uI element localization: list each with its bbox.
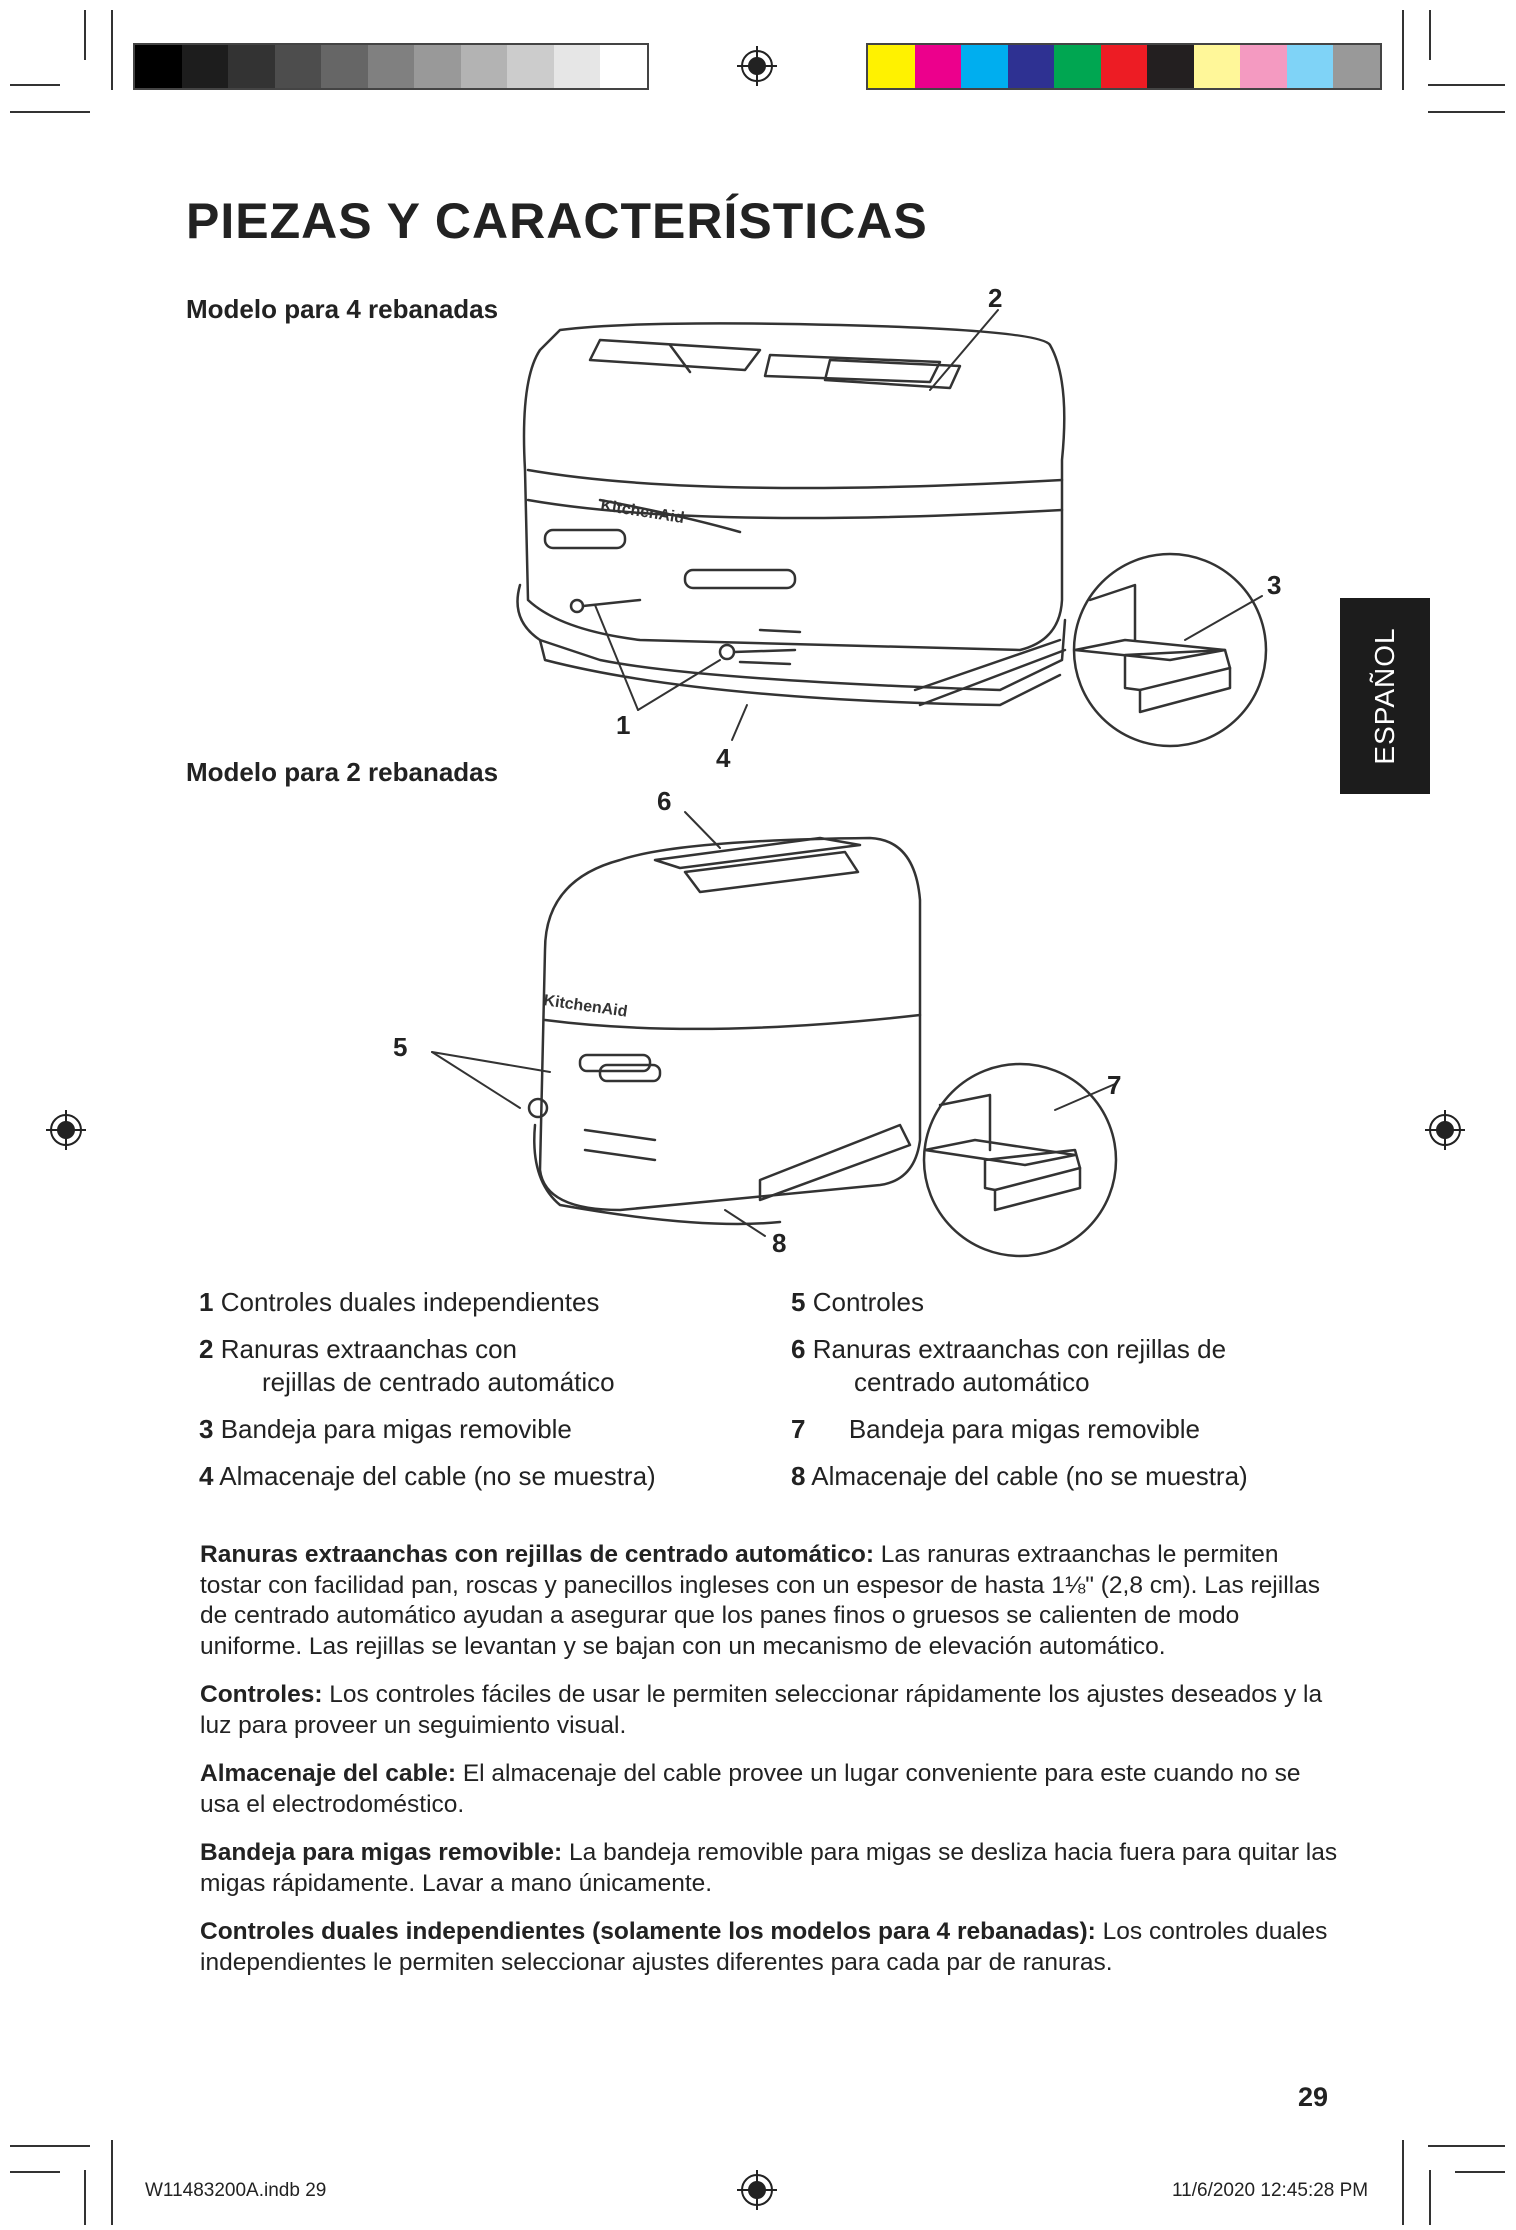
part-item-2: 2 Ranuras extraanchas con rejillas de centrado automático <box>199 1334 615 1397</box>
parts-list-left <box>199 1286 759 1507</box>
callout-7: 7 <box>1107 1070 1122 1100</box>
footer-timestamp: 11/6/2020 12:45:28 PM <box>1172 2180 1369 2201</box>
callout-leader-lines <box>432 310 1262 1236</box>
parts-list-right <box>791 1286 1351 1507</box>
brand-logo-4-slice: KitchenAid <box>599 497 686 528</box>
crumb-tray-inset-2-slice <box>924 1064 1116 1256</box>
desc-dual-controls: Controles duales independientes (solamente los modelos para 4 rebanadas): Los controles duales independientes le permiten seleccionar ajustes diferentes para cada par de ranuras. <box>200 1918 1328 1976</box>
part-item-3: 3 Bandeja para migas removible <box>199 1414 572 1444</box>
language-tab-label: ESPAÑOL <box>1369 627 1400 765</box>
feature-descriptions <box>200 1540 1340 1996</box>
page-title: PIEZAS Y CARACTERÍSTICAS <box>186 193 928 249</box>
callout-5: 5 <box>393 1032 408 1062</box>
part-item-6: 6 Ranuras extraanchas con rejillas de centrado automático <box>791 1334 1227 1397</box>
toaster-4-slice-drawing <box>518 323 1066 705</box>
part-item-7: 7 Bandeja para migas removible <box>791 1414 1201 1444</box>
desc-controls: Controles: Los controles fáciles de usar le permiten seleccionar rápidamente los ajustes deseados y la luz para proveer un seguimiento visual. <box>200 1681 1323 1739</box>
callout-8: 8 <box>772 1228 787 1258</box>
callout-3: 3 <box>1267 570 1282 600</box>
desc-crumb-tray: Bandeja para migas removible: La bandeja removible para migas se desliza hacia fuera para quitar las migas rápidamente. Lavar a mano únicamente. <box>200 1839 1338 1897</box>
part-item-8: 8 Almacenaje del cable (no se muestra) <box>791 1461 1248 1491</box>
callout-2: 2 <box>988 283 1003 313</box>
callout-6: 6 <box>657 786 672 816</box>
brand-logo-2-slice: KitchenAid <box>542 992 629 1021</box>
crumb-tray-inset-4-slice <box>1074 554 1266 746</box>
part-item-5: 5 Controles <box>791 1287 924 1317</box>
callout-4: 4 <box>716 743 731 773</box>
model-4-slice-heading: Modelo para 4 rebanadas <box>186 294 499 324</box>
desc-cord-storage: Almacenaje del cable: El almacenaje del cable provee un lugar conveniente para este cuando no se usa el electrodoméstico. <box>200 1760 1301 1818</box>
toaster-2-slice-drawing <box>529 838 920 1224</box>
footer-file-slug: W11483200A.indb 29 <box>145 2180 327 2201</box>
part-item-1: 1 Controles duales independientes <box>199 1287 600 1317</box>
part-item-4: 4 Almacenaje del cable (no se muestra) <box>199 1461 656 1491</box>
callout-1: 1 <box>616 710 631 740</box>
model-2-slice-heading: Modelo para 2 rebanadas <box>186 757 499 787</box>
page-number: 29 <box>1298 2082 1329 2112</box>
desc-slots: Ranuras extraanchas con rejillas de centrado automático: Las ranuras extraanchas le permiten tostar con facilidad pan, roscas y panecillos ingleses con un espesor de hasta 1⅛" (2,8 cm). Las rejillas de centrado automático ayudan a asegurar que los panes finos o gruesos se calienten de modo uniforme. Las rejillas se levantan y se bajan con un mecanismo de elevación automático. <box>200 1541 1320 1660</box>
